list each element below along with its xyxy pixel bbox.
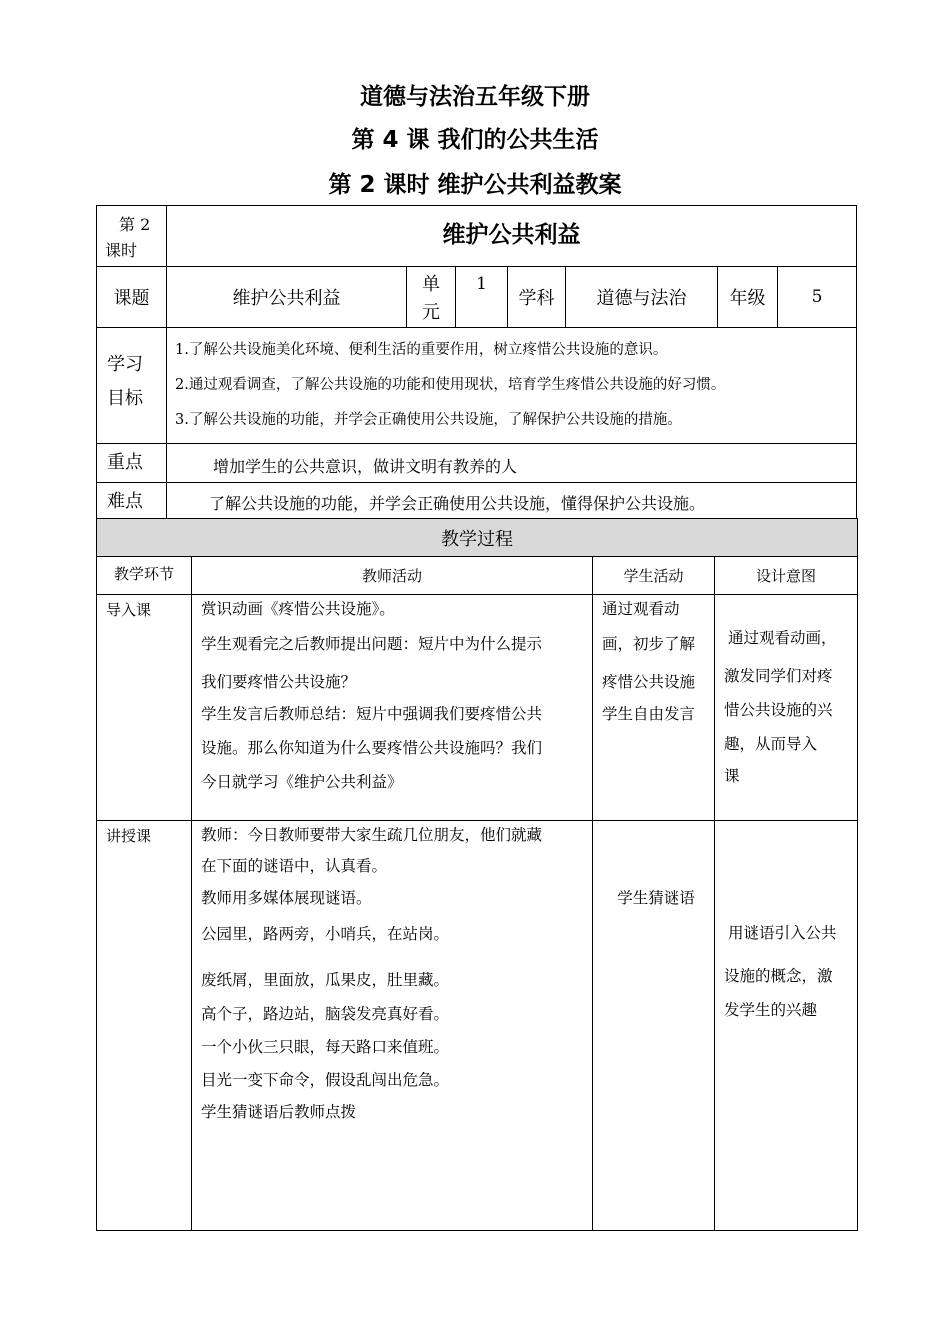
column-header-stage: 教学环节 [97, 557, 192, 595]
subject-label: 学科 [508, 267, 566, 328]
column-header-teacher: 教师活动 [192, 557, 593, 595]
grade-label: 年级 [718, 267, 778, 328]
column-header-student: 学生活动 [593, 557, 715, 595]
text-line: 我们要疼惜公共设施？ [201, 673, 357, 691]
unit-label-line1: 单 [422, 274, 440, 295]
text-line: 一个小伙三只眼，每天路口来值班。 [201, 1038, 450, 1056]
text-line: 学生发言后教师总结：短片中强调我们要疼惜公共 [201, 705, 543, 723]
teaching-process-table [96, 518, 858, 1231]
goal-item: 3.了解公共设施的功能，并学会正确使用公共设施，了解保护公共设施的措施。 [175, 412, 682, 428]
teacher-activity-cell [192, 595, 593, 821]
text-line: 画，初步了解 [602, 635, 696, 653]
design-intent-cell [715, 821, 858, 1231]
lesson-info-table [96, 205, 857, 522]
text-line: 疼惜公共设施 [602, 673, 696, 691]
text-line: 课 [724, 767, 740, 785]
subject-value: 道德与法治 [566, 267, 718, 328]
text-line: 学生猜谜语 [617, 889, 695, 907]
lesson-number-cell [97, 206, 167, 267]
stage-cell: 导入课 [97, 595, 192, 821]
text-line: 公园里，路两旁，小哨兵，在站岗。 [201, 925, 450, 943]
difficulty-label: 难点 [97, 483, 167, 522]
goals-label [97, 328, 167, 444]
text-line: 惜公共设施的兴 [724, 701, 833, 719]
student-activity-cell [593, 821, 715, 1231]
table-row [97, 821, 858, 1231]
text-line: 赏识动画《疼惜公共设施》。 [201, 600, 395, 618]
goal-item: 1.了解公共设施美化环境、便利生活的重要作用，树立疼惜公共设施的意识。 [175, 342, 668, 358]
difficulty-value: 了解公共设施的功能，并学会正确使用公共设施，懂得保护公共设施。 [167, 483, 857, 522]
grade-value: 5 [778, 267, 857, 328]
topic-value: 维护公共利益 [167, 267, 407, 328]
text-line: 通过观看动 [602, 600, 680, 618]
text-line: 教师：今日教师要带大家生疏几位朋友，他们就藏 [201, 826, 543, 844]
design-intent-cell [715, 595, 858, 821]
text-line: 今日就学习《维护公共利益》 [201, 773, 403, 791]
lesson-number-line2: 课时 [105, 241, 138, 260]
text-line: 目光一变下命令，假设乱闯出危急。 [201, 1071, 450, 1089]
unit-label [407, 267, 456, 328]
text-line: 在下面的谜语中，认真看。 [201, 857, 388, 875]
text-line: 趣，从而导入 [724, 735, 818, 753]
stage-cell: 讲授课 [97, 821, 192, 1231]
text-line: 学生猜谜语后教师点拨 [201, 1103, 357, 1121]
text-line: 发学生的兴趣 [724, 1001, 818, 1019]
goals-label-line1: 学习 [107, 354, 143, 375]
document-title: 道德与法治五年级下册 [360, 84, 590, 110]
text-line: 学生观看完之后教师提出问题：短片中为什么提示 [201, 635, 543, 653]
key-point-value: 增加学生的公共意识，做讲文明有教养的人 [167, 444, 857, 483]
text-line: 用谜语引入公共 [728, 924, 837, 942]
process-band-title: 教学过程 [97, 519, 858, 557]
text-line: 设施的概念，激 [724, 967, 833, 985]
text-line: 设施。那么你知道为什么要疼惜公共设施吗？我们 [201, 739, 543, 757]
student-activity-cell [593, 595, 715, 821]
goal-item: 2.通过观看调查，了解公共设施的功能和使用现状，培育学生疼惜公共设施的好习惯。 [175, 377, 726, 393]
unit-value: 1 [456, 267, 508, 328]
table-row [97, 595, 858, 821]
lesson-title: 第 4 课 我们的公共生活 [351, 127, 599, 153]
lesson-number-line1: 第 2 [119, 215, 151, 234]
teacher-activity-cell [192, 821, 593, 1231]
text-line: 高个子，路边站，脑袋发亮真好看。 [201, 1005, 450, 1023]
text-line: 教师用多媒体展现谜语。 [201, 889, 372, 907]
topic-label: 课题 [97, 267, 167, 328]
goals-label-line2: 目标 [107, 388, 143, 409]
goals-list [167, 328, 857, 444]
text-line: 激发同学们对疼 [724, 667, 833, 685]
unit-label-line2: 元 [422, 302, 440, 323]
column-header-intent: 设计意图 [715, 557, 858, 595]
main-topic-title: 维护公共利益 [167, 206, 857, 267]
text-line: 通过观看动画， [728, 629, 837, 647]
text-line: 废纸屑，里面放，瓜果皮，肚里藏。 [201, 971, 450, 989]
key-point-label: 重点 [97, 444, 167, 483]
period-title: 第 2 课时 维护公共利益教案 [328, 172, 622, 198]
text-line: 学生自由发言 [602, 705, 696, 723]
